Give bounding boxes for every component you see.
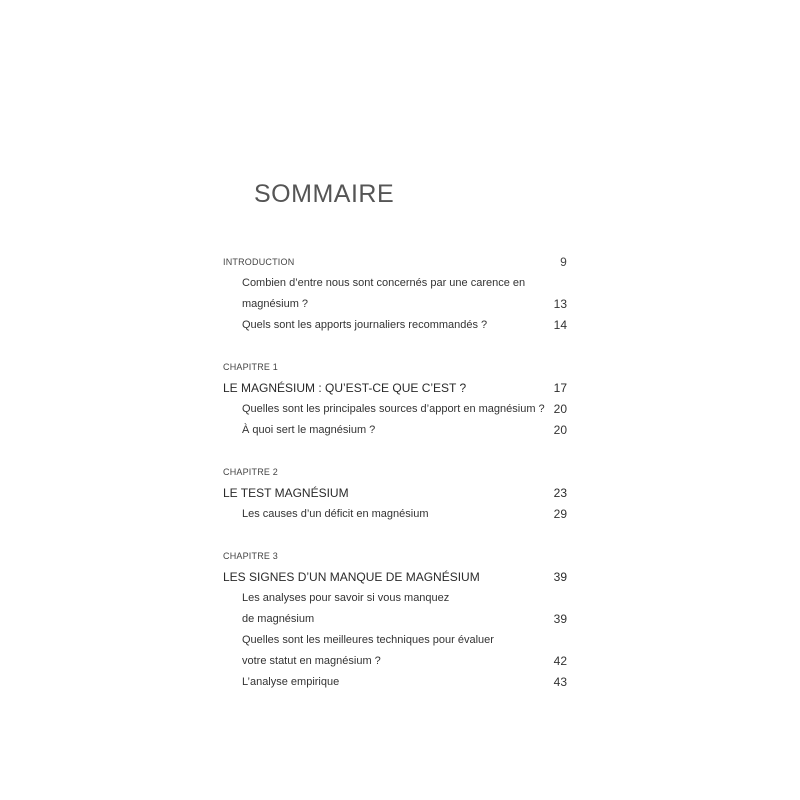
subentry-text: de magnésium [242, 613, 315, 625]
toc-subentry[interactable] [223, 630, 567, 651]
page-number: 14 [553, 318, 567, 332]
toc-subentry-continued[interactable] [223, 651, 567, 672]
toc-subentry[interactable] [223, 273, 567, 294]
toc-entry-chapter-3[interactable] [223, 567, 567, 588]
page-number: 39 [553, 612, 567, 626]
subentry-text: magnésium ? [242, 298, 309, 310]
toc-subentry[interactable] [223, 504, 567, 525]
toc-subentry-continued[interactable] [223, 294, 567, 315]
chapter-label: CHAPITRE 3 [223, 551, 279, 561]
subentry-text: Quelles sont les principales sources d’apport en magnésium ? [242, 403, 545, 415]
page-number: 43 [553, 675, 567, 689]
table-of-contents [223, 252, 567, 693]
subentry-text: Combien d’entre nous sont concernés par une carence en [242, 277, 526, 289]
page-number: 13 [553, 297, 567, 311]
page-title: SOMMAIRE [254, 180, 395, 208]
subentry-text: L’analyse empirique [242, 676, 340, 688]
page-number: 42 [553, 654, 567, 668]
subentry-text: Les analyses pour savoir si vous manquez [242, 592, 450, 604]
toc-subentry-continued[interactable] [223, 609, 567, 630]
toc-subentry[interactable] [223, 315, 567, 336]
spacer [223, 525, 567, 546]
spacer [223, 441, 567, 462]
toc-subentry[interactable] [223, 588, 567, 609]
toc-entry-introduction[interactable] [223, 252, 567, 273]
page-number: 29 [553, 507, 567, 521]
page-number: 23 [553, 486, 567, 500]
toc-subentry[interactable] [223, 399, 567, 420]
toc-subentry[interactable] [223, 420, 567, 441]
page-number: 17 [553, 381, 567, 395]
page-number: 9 [560, 255, 567, 269]
chapter-label: CHAPITRE 1 [223, 362, 279, 372]
chapter-title: LES SIGNES D’UN MANQUE DE MAGNÉSIUM [223, 570, 480, 584]
spacer [223, 336, 567, 357]
page-number: 39 [553, 570, 567, 584]
subentry-text: À quoi sert le magnésium ? [242, 424, 376, 436]
page-number: 20 [553, 423, 567, 437]
subentry-text: votre statut en magnésium ? [242, 655, 381, 667]
page-number: 20 [553, 402, 567, 416]
toc-entry-chapter-2[interactable] [223, 483, 567, 504]
toc-subentry[interactable] [223, 672, 567, 693]
subentry-text: Les causes d’un déficit en magnésium [242, 508, 429, 520]
subentry-text: Quels sont les apports journaliers recommandés ? [242, 319, 488, 331]
chapter-title: LE MAGNÉSIUM : QU’EST-CE QUE C’EST ? [223, 381, 467, 395]
chapter-label: CHAPITRE 2 [223, 467, 279, 477]
section-label: INTRODUCTION [223, 257, 295, 267]
chapter-title: LE TEST MAGNÉSIUM [223, 486, 349, 500]
toc-entry-chapter-1[interactable] [223, 378, 567, 399]
subentry-text: Quelles sont les meilleures techniques pour évaluer [242, 634, 494, 646]
